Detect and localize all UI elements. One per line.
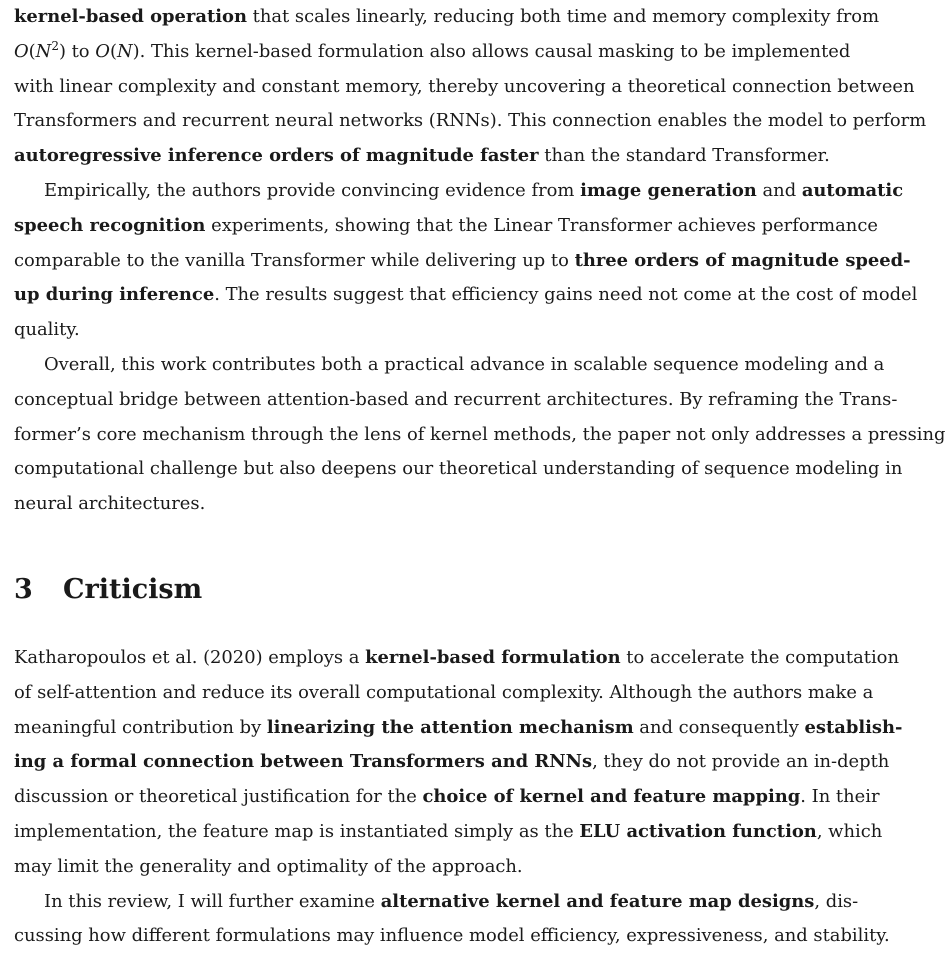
text-line <box>14 711 903 746</box>
text-run: neural architectures. <box>14 493 206 515</box>
text-line <box>14 139 846 174</box>
text-run: Empirically, the authors provide convincing evidence from <box>44 179 581 201</box>
text-line <box>14 174 904 209</box>
math-symbol: O <box>95 40 110 62</box>
text-run: In this review, I will further examine <box>44 890 381 912</box>
text-run: discussion or theoretical justification for the <box>14 786 423 808</box>
text-run: Katharopoulos et al. (2020) employs a <box>14 646 366 668</box>
text-run: cussing how different formulations may influence model efficiency, expressiveness, and stability. <box>14 925 890 947</box>
bold-text: choice of kernel and feature mapping <box>422 786 801 808</box>
bold-text: three orders of magnitude speed- <box>574 249 911 271</box>
bold-text: ing a formal connection between Transformers and RNNs <box>14 751 593 773</box>
bold-text: speech recognition <box>14 214 206 236</box>
text-line <box>14 313 846 348</box>
text-run: ) to <box>58 40 96 62</box>
text-run: conceptual bridge between attention-based and recurrent architectures. By reframing the Trans- <box>14 388 898 410</box>
text-run: experiments, showing that the Linear Transformer achieves performance <box>205 214 878 236</box>
text-line <box>14 850 846 885</box>
document-page <box>14 0 945 954</box>
text-run: , dis- <box>814 890 859 912</box>
text-run: that scales linearly, reducing both time and memory complexity from <box>246 6 880 27</box>
text-run: quality. <box>14 319 80 341</box>
text-run: comparable to the vanilla Transformer while delivering up to <box>14 249 575 271</box>
text-line <box>14 104 927 139</box>
text-run: , which <box>816 820 883 842</box>
text-line <box>14 919 890 954</box>
paragraph-summary-empirical <box>14 174 918 348</box>
section-title: Criticism <box>63 573 203 605</box>
text-run: Transformers and recurrent neural networks (RNNs). This connection enables the model to perform <box>14 110 927 132</box>
text-line <box>14 452 903 487</box>
text-run: and <box>756 179 802 201</box>
section-number: 3 <box>14 573 33 605</box>
text-line <box>14 815 883 850</box>
text-run: implementation, the feature map is instantiated simply as the <box>14 820 580 842</box>
text-line <box>14 35 851 70</box>
text-run: . In their <box>800 786 880 808</box>
text-run: meaningful contribution by <box>14 716 267 738</box>
text-run: to accelerate the computation <box>620 646 899 668</box>
bold-text: kernel-based formulation <box>365 646 621 668</box>
superscript: 2 <box>51 38 59 53</box>
text-line <box>14 676 874 711</box>
bold-text: image generation <box>580 179 757 201</box>
text-line <box>14 209 878 244</box>
text-run: of self-attention and reduce its overall computational complexity. Although the authors make a <box>14 681 874 703</box>
paragraph-summary-overall <box>14 348 945 522</box>
text-run: ). This kernel-based formulation also allows causal masking to be implemented <box>132 40 851 62</box>
bold-text: alternative kernel and feature map designs <box>380 890 815 912</box>
bold-text: establish- <box>804 716 903 738</box>
text-run: and consequently <box>633 716 805 738</box>
bold-text: ELU activation function <box>579 820 817 842</box>
text-line <box>14 348 885 383</box>
text-line <box>14 244 911 279</box>
bold-text: autoregressive inference orders of magnitude faster <box>14 145 539 167</box>
text-run: Overall, this work contributes both a practical advance in scalable sequence modeling and a <box>44 353 885 375</box>
bold-text: up during inference <box>14 284 215 306</box>
text-run: than the standard Transformer. <box>538 145 830 167</box>
text-run: . The results suggest that efficiency gains need not come at the cost of model <box>214 284 918 306</box>
text-run: with linear complexity and constant memory, thereby uncovering a theoretical connection between <box>14 75 915 97</box>
bold-text: automatic <box>801 179 904 201</box>
text-line <box>14 70 915 105</box>
paragraph-summary-method <box>14 0 927 174</box>
paragraph-review-plan <box>14 885 890 954</box>
text-run: computational challenge but also deepens our theoretical understanding of sequence modeling in <box>14 458 903 480</box>
text-run: former’s core mechanism through the lens of kernel methods, the paper not only addresses a pressing <box>14 423 945 445</box>
text-line <box>14 487 846 522</box>
text-run: may limit the generality and optimality of the approach. <box>14 855 523 877</box>
text-line <box>14 383 898 418</box>
bold-text: kernel-based operation <box>14 6 247 27</box>
text-run: ( <box>28 40 36 62</box>
section-heading <box>14 566 846 614</box>
text-run: ( <box>109 40 117 62</box>
text-run: , they do not provide an in-depth <box>592 751 890 773</box>
text-line <box>14 780 880 815</box>
math-symbol: N <box>116 40 133 62</box>
bold-text: linearizing the attention mechanism <box>266 716 634 738</box>
math-symbol: N <box>35 40 52 62</box>
math-symbol: O <box>14 40 29 62</box>
text-line <box>14 745 890 780</box>
text-line <box>14 641 899 676</box>
text-line <box>14 885 859 920</box>
text-line <box>14 0 880 35</box>
paragraph-criticism <box>14 641 903 885</box>
text-line <box>14 278 918 313</box>
text-line <box>14 418 945 453</box>
